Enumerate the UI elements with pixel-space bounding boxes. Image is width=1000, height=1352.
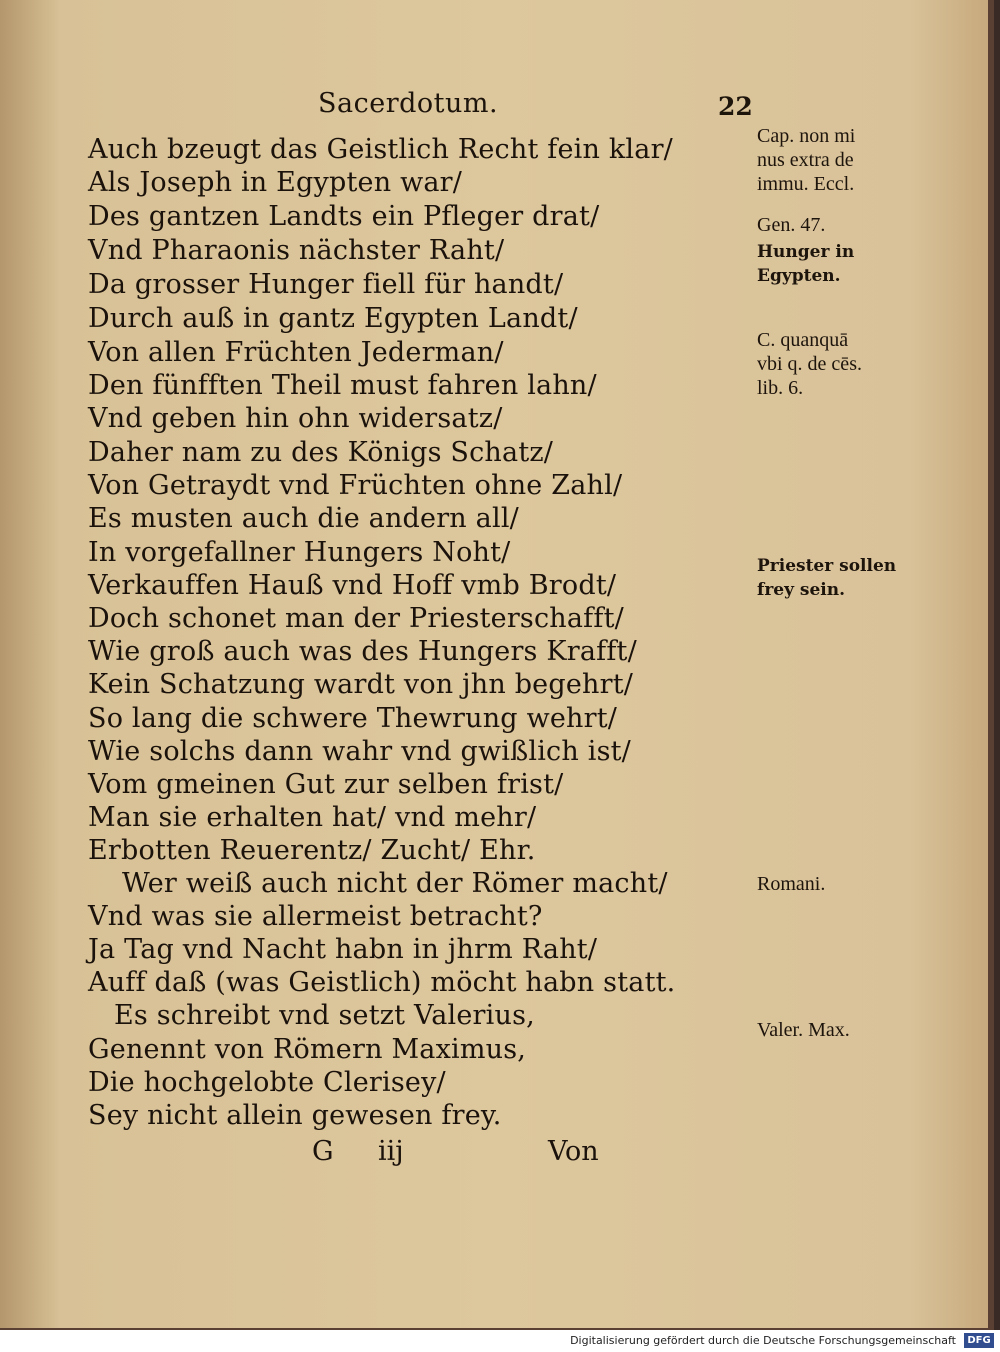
- signature-mark: G: [312, 1136, 334, 1167]
- verse-line: Vom gmeinen Gut zur selben frist/: [88, 769, 564, 800]
- verse-line: Wie solchs dann wahr vnd gwißlich ist/: [88, 736, 631, 767]
- verse-line: Vnd was sie allermeist betracht?: [88, 901, 543, 932]
- margin-note-line: nus extra de: [757, 149, 854, 171]
- margin-note-line: frey sein.: [757, 580, 846, 600]
- margin-note-romani: Romani.: [757, 873, 826, 895]
- margin-note-priester: [757, 554, 896, 602]
- verse-line: So lang die schwere Thewrung wehrt/: [88, 703, 618, 734]
- verse-line: Es musten auch die andern all/: [88, 503, 519, 534]
- verse-line: Auch bzeugt das Geistlich Recht fein klar/: [88, 134, 673, 165]
- margin-note-line: C. quanquā: [757, 329, 849, 351]
- verse-line: Ja Tag vnd Nacht habn in jhrm Raht/: [88, 934, 598, 965]
- margin-note-line: Egypten.: [757, 266, 841, 286]
- margin-note-line: immu. Eccl.: [757, 173, 855, 195]
- verse-line: Vnd Pharaonis nächster Raht/: [88, 235, 505, 266]
- signature-number: iij: [378, 1136, 404, 1167]
- catchword: Von: [548, 1136, 599, 1167]
- verse-line: Den fünfften Theil must fahren lahn/: [88, 370, 597, 401]
- dfg-logo-icon: DFG: [964, 1333, 994, 1348]
- margin-note-line: vbi q. de cēs.: [757, 353, 862, 375]
- margin-note-cap: [757, 124, 855, 196]
- verse-line: Da grosser Hunger fiell für handt/: [88, 269, 564, 300]
- margin-note-quanquam: [757, 328, 862, 400]
- verse-line: Wer weiß auch nicht der Römer macht/: [122, 868, 668, 899]
- verse-line: Kein Schatzung wardt von jhn begehrt/: [88, 669, 634, 700]
- margin-note-gen: Gen. 47.: [757, 214, 826, 236]
- margin-note-line: Cap. non mi: [757, 125, 856, 147]
- verse-line: Von Getraydt vnd Früchten ohne Zahl/: [88, 470, 623, 501]
- verse-line: In vorgefallner Hungers Noht/: [88, 537, 511, 568]
- verse-line: Vnd geben hin ohn widersatz/: [88, 403, 503, 434]
- margin-note-hunger: [757, 240, 854, 288]
- verse-line: Daher nam zu des Königs Schatz/: [88, 437, 554, 468]
- footer-credit: Digitalisierung gefördert durch die Deutsche Forschungsgemeinschaft: [570, 1334, 956, 1347]
- verse-line: Erbotten Reuerentz/ Zucht/ Ehr.: [88, 835, 536, 866]
- verse-line: Von allen Früchten Jederman/: [88, 337, 504, 368]
- verse-line: Die hochgelobte Clerisey/: [88, 1067, 446, 1098]
- verse-line: Sey nicht allein gewesen frey.: [88, 1100, 502, 1131]
- verse-line: Genennt von Römern Maximus,: [88, 1034, 527, 1065]
- margin-note-line: Hunger in: [757, 242, 855, 262]
- verse-line: Als Joseph in Egypten war/: [88, 167, 463, 198]
- verse-line: Auff daß (was Geistlich) möcht habn statt.: [88, 967, 676, 998]
- folio-number: 22: [718, 92, 753, 121]
- verse-line: Durch auß in gantz Egypten Landt/: [88, 303, 578, 334]
- verse-line: Es schreibt vnd setzt Valerius,: [114, 1000, 535, 1031]
- verse-line: Wie groß auch was des Hungers Krafft/: [88, 636, 637, 667]
- margin-note-valer: Valer. Max.: [757, 1019, 850, 1041]
- verse-line: Doch schonet man der Priesterschafft/: [88, 603, 624, 634]
- footer-bar: [0, 1330, 1000, 1352]
- verse-line: Verkauffen Hauß vnd Hoff vmb Brodt/: [88, 570, 617, 601]
- margin-note-line: Priester sollen: [757, 556, 897, 576]
- running-title: Sacerdotum.: [318, 88, 499, 119]
- verse-line: Man sie erhalten hat/ vnd mehr/: [88, 802, 537, 833]
- margin-note-line: lib. 6.: [757, 377, 804, 399]
- verse-line: Des gantzen Landts ein Pfleger drat/: [88, 201, 600, 232]
